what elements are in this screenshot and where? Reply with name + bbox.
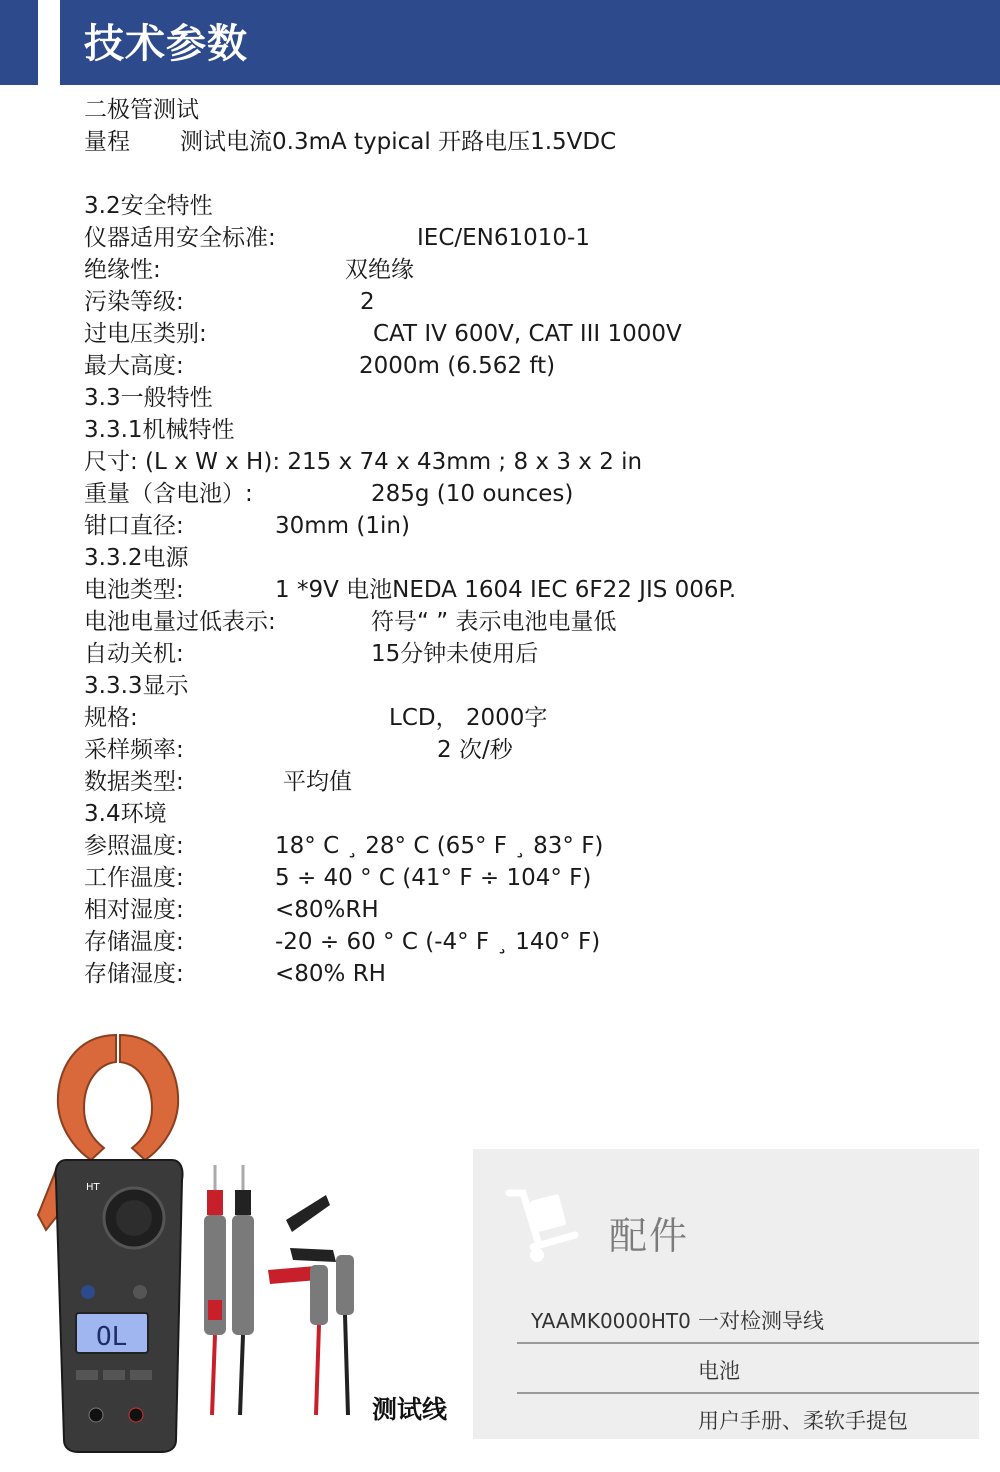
spec-label: 3.3.2电源 (84, 545, 189, 571)
meter-brand-text: HT (86, 1182, 100, 1193)
test-leads-label: 测试线 (372, 1395, 448, 1424)
spec-label: 重量（含电池）: (84, 481, 253, 507)
spec-label: 量程 (84, 129, 130, 155)
spec-label: 工作温度: (84, 865, 184, 891)
spec-label: 电池类型: (84, 577, 184, 603)
spec-label: 二极管测试 (84, 97, 199, 123)
test-leads-image (198, 1160, 368, 1420)
spec-value: 18° C ¸ 28° C (65° F ¸ 83° F) (275, 833, 604, 859)
spec-value: 5 ÷ 40 ° C (41° F ÷ 104° F) (275, 865, 592, 891)
spec-value: 符号“ ” 表示电池电量低 (371, 609, 617, 635)
spec-value: 15分钟未使用后 (371, 641, 539, 667)
spec-label: 仪器适用安全标准: (84, 225, 276, 251)
spec-label: 3.4环境 (84, 801, 167, 827)
spec-label: 3.2安全特性 (84, 193, 213, 219)
spec-label: 3.3.3显示 (84, 673, 189, 699)
meter-lcd-text: OL (96, 1322, 128, 1352)
spec-value: 双绝缘 (345, 257, 414, 283)
spec-label: 3.3一般特性 (84, 385, 213, 411)
spec-label: 钳口直径: (84, 513, 184, 539)
spec-label: 存储温度: (84, 929, 184, 955)
spec-value: -20 ÷ 60 ° C (-4° F ¸ 140° F) (275, 929, 601, 955)
accessory-item-battery: 电池 (698, 1359, 740, 1383)
spec-value: 2 (360, 289, 375, 315)
spec-label: 最大高度: (84, 353, 184, 379)
spec-value: <80% RH (275, 961, 386, 987)
accessory-code: YAAMK0000HT0 (531, 1309, 691, 1333)
spec-label: 存储湿度: (84, 961, 184, 987)
spec-label: 数据类型: (84, 769, 184, 795)
spec-value: 2000m (6.562 ft) (359, 353, 556, 379)
spec-label: 尺寸: (L x W x H): 215 x 74 x 43mm ; 8 x 3 x 2 in (84, 449, 643, 475)
spec-label: 规格: (84, 705, 138, 731)
accessories-panel (473, 1149, 979, 1439)
spec-value: LCD， 2000字 (389, 705, 548, 731)
page-title: 技术参数 (84, 21, 248, 67)
spec-label: 绝缘性: (84, 257, 161, 283)
spec-value: IEC/EN61010-1 (417, 225, 590, 251)
spec-value: 1 *9V 电池NEDA 1604 IEC 6F22 JIS 006P. (275, 577, 737, 603)
spec-value: <80%RH (275, 897, 379, 923)
spec-label: 3.3.1机械特性 (84, 417, 235, 443)
accessory-divider (517, 1342, 979, 1344)
spec-value: 2 次/秒 (437, 737, 513, 763)
accessory-item-leads: 一对检测导线 (698, 1309, 824, 1333)
spec-label: 电池电量过低表示: (84, 609, 276, 635)
spec-label: 污染等级: (84, 289, 184, 315)
accessory-item-manual-bag: 用户手册、柔软手提包 (698, 1409, 908, 1433)
spec-value: 平均值 (283, 769, 352, 795)
accessories-title: 配件 (609, 1214, 690, 1258)
spec-label: 相对湿度: (84, 897, 184, 923)
spec-label: 采样频率: (84, 737, 184, 763)
spec-label: 自动关机: (84, 641, 184, 667)
spec-value: 285g (10 ounces) (371, 481, 574, 507)
accessory-divider (517, 1392, 979, 1394)
spec-label: 过电压类别: (84, 321, 207, 347)
spec-value: 测试电流0.3mA typical 开路电压1.5VDC (180, 129, 617, 155)
spec-value: 30mm (1in) (275, 513, 410, 539)
hand-truck-icon (503, 1185, 583, 1265)
clamp-meter-image (36, 1030, 196, 1455)
spec-value: CAT IV 600V, CAT III 1000V (373, 321, 682, 347)
spec-label: 参照温度: (84, 833, 184, 859)
